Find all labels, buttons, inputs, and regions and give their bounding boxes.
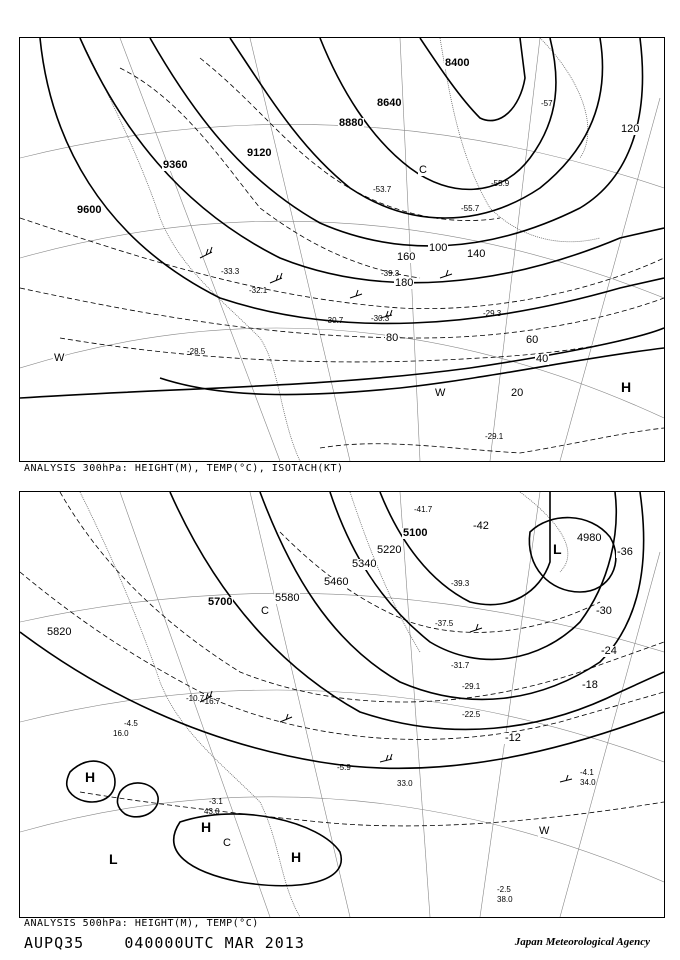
station-value: -22.5 [462,710,481,719]
chart-code: AUPQ35 [24,934,85,952]
warm-symbol: W [539,825,550,837]
temp-label: -57 [541,99,553,108]
lower-coastline [80,492,568,917]
temp-label: -32.1 [249,286,268,295]
chart-id-and-time [24,934,305,952]
station-value: -4.5 [124,719,138,728]
station-value: -2.5 [497,885,511,894]
temp-label: -53.7 [373,185,392,194]
isotherm-label-minus12: -12 [505,732,521,744]
warm-symbol: W [435,387,446,399]
high-symbol: H [621,379,632,395]
isotach-label-160: 160 [397,251,416,263]
station-value: -10.7 [186,694,205,703]
isotach-label-140: 140 [467,248,486,260]
cold-symbol: C [223,837,231,849]
high-symbol: H [201,819,212,835]
station-value: 34.0 [580,778,596,787]
temp-label: -33.3 [221,267,240,276]
station-value: 38.0 [497,895,513,904]
upper-height-contours [20,38,664,398]
station-value: -4.1 [580,768,594,777]
chart-datetime: 040000UTC MAR 2013 [124,934,305,952]
station-value: -39.3 [451,579,470,588]
height-label-5820: 5820 [47,626,72,638]
height-label-4980: 4980 [577,532,602,544]
high-symbol: H [291,849,302,865]
isotherm-label-minus30: -30 [596,605,612,617]
isotach-label-20: 20 [511,387,524,399]
isotherm-label-minus36: -36 [617,546,633,558]
isotach-label-60: 60 [526,334,539,346]
temp-label: -55.9 [491,179,510,188]
upper-chart-300hpa [19,37,665,462]
isotach-label-180: 180 [395,277,414,289]
station-value: -41.7 [414,505,433,514]
upper-map-svg [20,38,664,461]
lower-caption: ANALYSIS 500hPa: HEIGHT(M), TEMP(°C) [24,918,259,929]
high-symbol: H [85,769,96,785]
temp-label: -28.5 [187,347,206,356]
isotach-label-100: 100 [429,242,448,254]
lower-wind-barbs [200,624,572,782]
cold-symbol: C [419,164,427,176]
temp-label: -55.7 [461,204,480,213]
temp-label: -30.7 [325,316,344,325]
agency-name: Japan Meteorological Agency [514,936,650,948]
isotherm-label-minus18: -18 [582,679,598,691]
height-label-9120: 9120 [247,147,272,159]
warm-symbol: W [54,352,65,364]
height-label-5700: 5700 [208,596,233,608]
height-label-8640: 8640 [377,97,402,109]
temp-label: -30.3 [371,314,390,323]
station-value: -16.7 [202,697,221,706]
isotach-label-40: 40 [536,353,549,365]
station-value: -5.9 [337,763,351,772]
height-label-8400: 8400 [445,57,470,69]
cold-symbol: C [261,605,269,617]
low-symbol: L [109,851,118,867]
height-label-5340: 5340 [352,558,377,570]
isotach-label-120: 120 [621,123,640,135]
station-value: 33.0 [397,779,413,788]
temp-label: -39.3 [381,269,400,278]
low-symbol: L [553,541,562,557]
isotherm-label-minus24: -24 [601,645,617,657]
isotherm-label-minus42: -42 [473,520,489,532]
station-value: 16.0 [113,729,129,738]
station-value: -29.1 [462,682,481,691]
height-label-9360: 9360 [163,159,188,171]
temp-label: -29.1 [485,432,504,441]
height-label-5460: 5460 [324,576,349,588]
height-label-8880: 8880 [339,117,364,129]
height-label-5100: 5100 [403,527,428,539]
height-label-9600: 9600 [77,204,102,216]
station-value: 43.0 [204,807,220,816]
station-value: -37.5 [435,619,454,628]
upper-caption: ANALYSIS 300hPa: HEIGHT(M), TEMP(°C), ISOTACH(KT) [24,463,344,474]
height-label-5220: 5220 [377,544,402,556]
temp-label: -29.3 [483,309,502,318]
height-label-5580: 5580 [275,592,300,604]
lower-height-contours [20,492,664,886]
lower-chart-500hpa [19,491,665,918]
isotach-label-80: 80 [386,332,399,344]
upper-graticule [20,38,664,461]
station-value: -31.7 [451,661,470,670]
station-value: -3.1 [209,797,223,806]
